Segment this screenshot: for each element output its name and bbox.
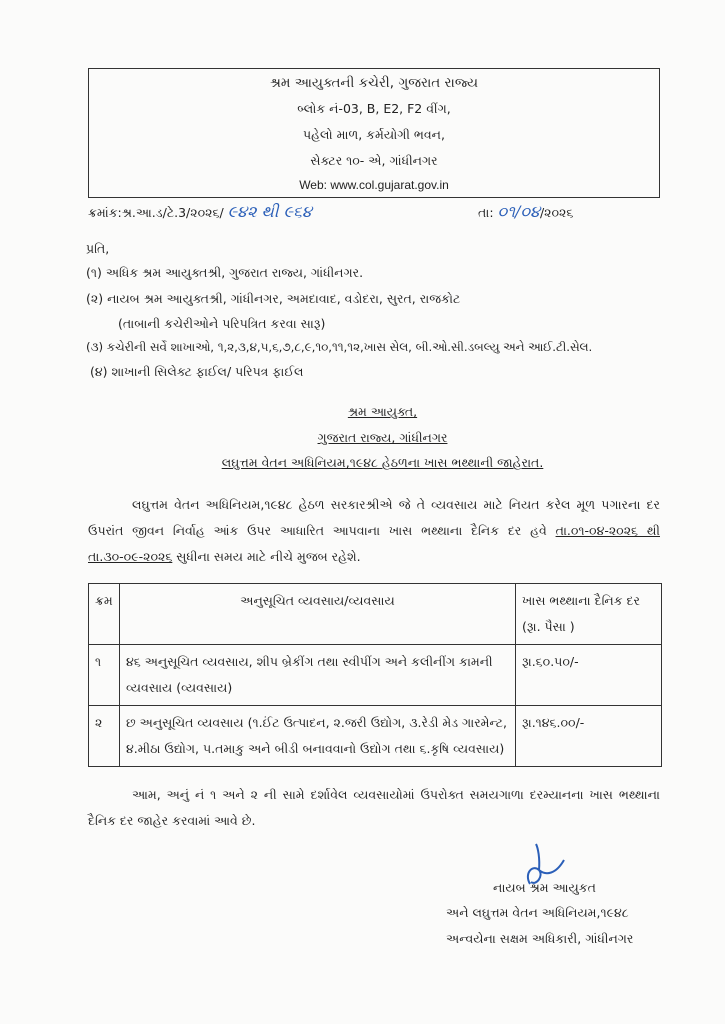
table-row <box>89 706 662 767</box>
intro-end: સુધીના સમય માટે નીચે મુજબ રહેશે. <box>172 549 361 564</box>
row-rate: રૂા.૧૪૬.૦૦/- <box>516 706 662 767</box>
header-serial: ક્રમ <box>89 584 120 645</box>
effective-period: તા.૦૧-૦૪-૨૦૨૬ થી તા.૩૦-૦૯-૨૦૨૬ <box>88 523 660 564</box>
closing-paragraph: આમ, અનું નં ૧ અને ૨ ની સામે દર્શાવેલ વ્યવસાયોમાં ઉપરોક્ત સમયગાળા દરમ્યાનના ખાસ ભથ્થાના દૈનિક દર જાહેર કરવામાં આવે છે. <box>88 787 660 828</box>
notice-title: લઘુત્તમ વેતન અધિનિયમ,૧૯૪૮ હેઠળના ખાસ ભથ્થાની જાહેરાત. <box>221 455 544 470</box>
recipient-item: (૪) શાખાની સિલેક્ટ ફાઈલ/ પરિપત્ર ફાઈલ <box>90 364 304 379</box>
website: Web: www.col.gujarat.gov.in <box>299 178 449 192</box>
table-row <box>89 645 662 706</box>
row-serial: ૨ <box>89 706 120 767</box>
signatory-authority: અન્વયેના સક્ષમ અધિકારી, ગાંધીનગર <box>446 931 634 946</box>
table-header-row <box>89 584 662 645</box>
intro-text: લઘુત્તમ વેતન અધિનિયમ,૧૯૪૮ હેઠળ સરકારશ્રીએ જે તે વ્યવસાય માટે નિયત કરેલ મૂળ પગારના દર ઉપરાંત જીવન નિર્વાહ આંક ઉપર આધારિત આપવાના ખાસ ભથ્થાના દૈનિક દર હવે <box>88 497 660 538</box>
title-state: ગુજરાત રાજ્ય, ગાંધીનગર <box>317 430 448 445</box>
row-occupation: ૪૬ અનુસૂચિત વ્યવસાય, શીપ બ્રેકીંગ તથા સ્વીપીંગ અને કલીનીંગ કામની વ્યવસાય (વ્યવસાય) <box>120 645 516 706</box>
allowance-table <box>88 583 662 767</box>
office-name: શ્રમ આયુક્તની કચેરી, ગુજરાત રાજ્ય <box>269 75 479 91</box>
address-block: બ્લોક નં-03, B, E2, F2 વીંગ, <box>297 101 451 116</box>
date-label: તા: <box>478 205 494 220</box>
address-sector: સેક્ટર ૧૦- એ, ગાંધીનગર <box>310 153 438 168</box>
header-occupation: અનુસૂચિત વ્યવસાય/વ્યવસાય <box>120 584 516 645</box>
address-floor: પહેલો માળ, કર્મયોગી ભવન, <box>303 127 445 142</box>
recipient-item: (૧) અધિક શ્રમ આયુક્તશ્રી, ગુજરાત રાજ્ય, ગાંધીનગર. <box>86 265 364 280</box>
row-occupation: છ અનુસૂચિત વ્યવસાય (૧.ઈંટ ઉત્પાદન, ૨.જરી ઉદ્યોગ, ૩.રેડી મેડ ગારમેન્ટ, ૪.મીઠા ઉદ્યોગ, ૫.તમાકુ અને બીડી બનાવવાનો ઉદ્યોગ તથા ૬.કૃષિ વ્યવસાય) <box>120 706 516 767</box>
header-rate: ખાસ ભથ્થાના દૈનિક દર (રૂા. પૈસા ) <box>516 584 662 645</box>
reference-number <box>88 202 312 222</box>
row-rate: રૂા.૬૦.૫૦/- <box>516 645 662 706</box>
signatory-title: નાયબ શ્રમ આયુકત <box>493 880 596 895</box>
intro-paragraph <box>88 492 660 570</box>
reference-prefix: ક્રમાંક:શ્ર.આ.ડ/ટે.3/૨૦૨૬/ <box>88 205 224 220</box>
letterhead-box <box>88 68 660 198</box>
date-year: /૨૦૨૬ <box>539 205 574 220</box>
signatory-designation: અને લઘુત્તમ વેતન અધિનિયમ,૧૯૪૮ <box>446 905 629 920</box>
recipients-heading: પ્રતિ, <box>86 241 110 256</box>
recipient-item: (૩) કચેરીની સર્વે શાખાઓ, ૧,૨,૩,૪,૫,૬,૭,૮,૯,૧૦,૧૧,૧૨,ખાસ સેલ, બી.ઓ.સી.ડબલ્યુ અને આઈ.ટી.સેલ. <box>86 340 593 354</box>
letter-date <box>478 202 573 222</box>
title-commissioner: શ્રમ આયુક્ત, <box>347 404 418 419</box>
recipient-item: (૨) નાયબ શ્રમ આયુક્તશ્રી, ગાંધીનગર, અમદાવાદ, વડોદરા, સુરત, રાજકોટ <box>86 291 461 306</box>
handwritten-reference: ૯૪૨ થી ૯૬૪ <box>227 202 312 221</box>
recipient-note: (તાબાની કચેરીઓને પરિપત્રિત કરવા સારૂ) <box>118 316 326 331</box>
row-serial: ૧ <box>89 645 120 706</box>
handwritten-date: ૦૧/૦૪ <box>497 202 540 221</box>
